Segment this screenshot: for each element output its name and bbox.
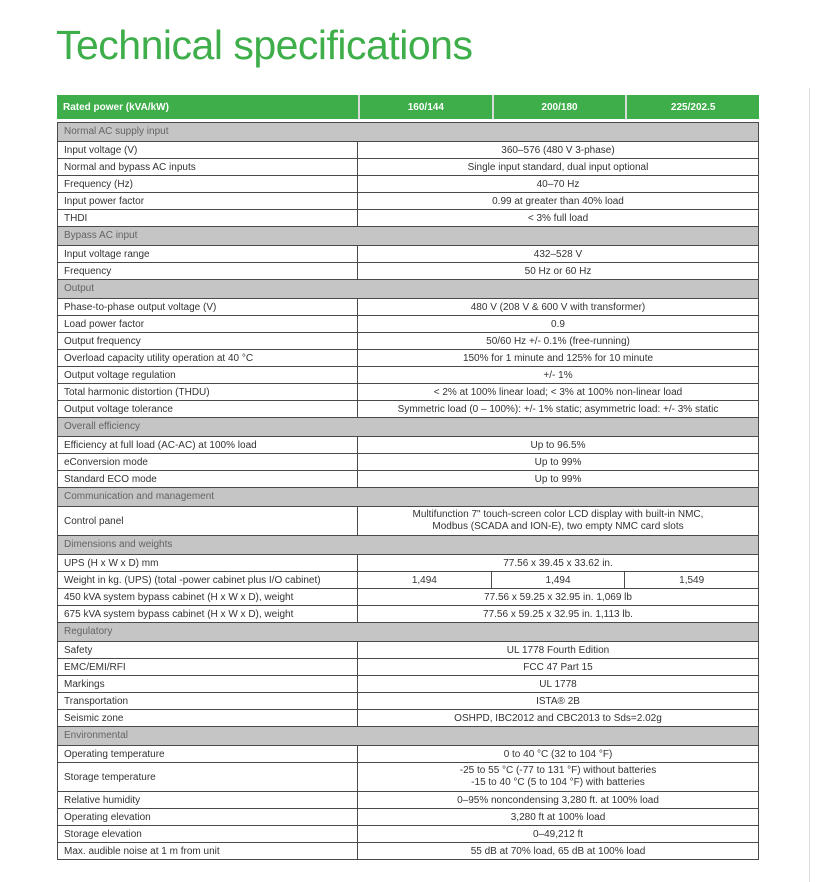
spec-value: 0 to 40 °C (32 to 104 °F) xyxy=(503,748,613,760)
spec-value: 360–576 (480 V 3-phase) xyxy=(501,144,615,156)
spec-row xyxy=(58,262,758,279)
spec-value xyxy=(358,763,758,791)
spec-row xyxy=(58,571,758,588)
section-header: Environmental xyxy=(58,726,758,745)
spec-value: 0.9 xyxy=(551,318,565,330)
spec-value: ISTA® 2B xyxy=(536,695,580,707)
spec-value: Symmetric load (0 – 100%): +/- 1% static; asymmetric load: +/- 3% static xyxy=(397,403,719,415)
spec-value: Single input standard, dual input optional xyxy=(467,161,649,173)
spec-label: EMC/EMI/RFI xyxy=(58,659,358,675)
spec-label: Output voltage tolerance xyxy=(58,401,358,417)
spec-value-col: 1,494 xyxy=(411,574,437,586)
spec-value: UL 1778 Fourth Edition xyxy=(506,644,610,656)
spec-label: Operating temperature xyxy=(58,746,358,762)
spec-row xyxy=(58,332,758,349)
rated-power-header-cell: Rated power (kVA/kW) xyxy=(63,101,169,113)
spec-label: eConversion mode xyxy=(58,454,358,470)
spec-label: Overload capacity utility operation at 40 °C xyxy=(58,350,358,366)
spec-label: Markings xyxy=(58,676,358,692)
spec-label: 675 kVA system bypass cabinet (H x W x D), weight xyxy=(58,606,358,622)
page-title: Technical specifications xyxy=(56,22,473,68)
spec-label: Storage temperature xyxy=(58,763,358,791)
section-header: Bypass AC input xyxy=(58,226,758,245)
spec-label: Input voltage range xyxy=(58,246,358,262)
spec-value: 150% for 1 minute and 125% for 10 minute xyxy=(462,352,654,364)
spec-value-line: -25 to 55 °C (-77 to 131 °F) without batteries xyxy=(459,765,657,776)
spec-value: 0–95% noncondensing 3,280 ft. at 100% load xyxy=(457,794,659,806)
section-header: Regulatory xyxy=(58,622,758,641)
spec-row xyxy=(58,791,758,808)
spec-value: 40–70 Hz xyxy=(536,178,580,190)
spec-value: < 3% full load xyxy=(527,212,589,224)
table-header-row xyxy=(57,95,759,119)
spec-row xyxy=(58,808,758,825)
spec-row xyxy=(58,605,758,622)
spec-label: Load power factor xyxy=(58,316,358,332)
spec-row xyxy=(58,383,758,400)
spec-row xyxy=(58,506,758,535)
spec-row xyxy=(58,209,758,226)
spec-label: Normal and bypass AC inputs xyxy=(58,159,358,175)
spec-row xyxy=(58,470,758,487)
spec-value: FCC 47 Part 15 xyxy=(523,661,593,673)
spec-row xyxy=(58,175,758,192)
spec-value: 3,280 ft at 100% load xyxy=(510,811,606,823)
spec-label: Input power factor xyxy=(58,193,358,209)
spec-row xyxy=(58,692,758,709)
spec-value: 50/60 Hz +/- 0.1% (free-running) xyxy=(486,335,630,347)
spec-label: THDI xyxy=(58,210,358,226)
spec-label: Weight in kg. (UPS) (total -power cabinet plus I/O cabinet) xyxy=(58,572,358,588)
spec-row xyxy=(58,298,758,315)
spec-row xyxy=(58,842,758,859)
spec-row xyxy=(58,825,758,842)
spec-value: +/- 1% xyxy=(543,369,573,381)
power-rating-column-header: 160/144 xyxy=(358,95,492,119)
section-header: Normal AC supply input xyxy=(58,123,758,141)
spec-value: 50 Hz or 60 Hz xyxy=(524,265,592,277)
spec-value: 55 dB at 70% load, 65 dB at 100% load xyxy=(470,845,646,857)
spec-value: 0–49,212 ft xyxy=(532,828,584,840)
section-header: Dimensions and weights xyxy=(58,535,758,554)
spec-row xyxy=(58,588,758,605)
spec-value-col: 1,494 xyxy=(491,572,625,588)
spec-label: UPS (H x W x D) mm xyxy=(58,555,358,571)
power-rating-column-header: 225/202.5 xyxy=(625,95,759,119)
page-edge-line xyxy=(809,88,810,882)
spec-label: Transportation xyxy=(58,693,358,709)
spec-value: 77.56 x 59.25 x 32.95 in. 1,113 lb. xyxy=(483,608,633,620)
spec-value: OSHPD, IBC2012 and CBC2013 to Sds=2.02g xyxy=(454,712,662,724)
spec-label: Seismic zone xyxy=(58,710,358,726)
spec-value: UL 1778 xyxy=(539,678,577,690)
spec-label: Control panel xyxy=(58,507,358,535)
spec-value: Up to 99% xyxy=(534,473,582,485)
spec-label: 450 kVA system bypass cabinet (H x W x D), weight xyxy=(58,589,358,605)
spec-row xyxy=(58,675,758,692)
power-rating-column-header: 200/180 xyxy=(492,95,626,119)
spec-value xyxy=(358,507,758,535)
spec-row xyxy=(58,709,758,726)
spec-label: Frequency (Hz) xyxy=(58,176,358,192)
spec-label: Max. audible noise at 1 m from unit xyxy=(58,843,358,859)
spec-row xyxy=(58,315,758,332)
spec-value: Up to 96.5% xyxy=(530,439,586,451)
spec-table-body xyxy=(57,122,759,860)
spec-value-line: Multifunction 7" touch-screen color LCD display with built-in NMC, xyxy=(412,509,704,520)
spec-label: Phase-to-phase output voltage (V) xyxy=(58,299,358,315)
spec-label: Output frequency xyxy=(58,333,358,349)
spec-row xyxy=(58,245,758,262)
spec-value: 77.56 x 59.25 x 32.95 in. 1,069 lb xyxy=(484,591,632,603)
spec-label: Input voltage (V) xyxy=(58,142,358,158)
spec-label: Frequency xyxy=(58,263,358,279)
spec-value: 77.56 x 39.45 x 33.62 in. xyxy=(503,557,613,569)
spec-row xyxy=(58,554,758,571)
spec-value: Up to 99% xyxy=(534,456,582,468)
spec-value-col: 1,549 xyxy=(624,572,758,588)
section-header: Output xyxy=(58,279,758,298)
spec-row xyxy=(58,453,758,470)
spec-label: Storage elevation xyxy=(58,826,358,842)
spec-table xyxy=(57,95,759,860)
spec-label: Efficiency at full load (AC-AC) at 100% load xyxy=(58,437,358,453)
spec-row xyxy=(58,400,758,417)
spec-row xyxy=(58,366,758,383)
spec-row xyxy=(58,641,758,658)
spec-value: 0.99 at greater than 40% load xyxy=(492,195,624,207)
spec-value: 480 V (208 V & 600 V with transformer) xyxy=(470,301,646,313)
spec-label: Operating elevation xyxy=(58,809,358,825)
spec-value-line: -15 to 40 °C (5 to 104 °F) with batteries xyxy=(471,777,645,788)
spec-value: 432–528 V xyxy=(533,248,583,260)
spec-value-line: Modbus (SCADA and ION-E), two empty NMC card slots xyxy=(432,521,684,532)
spec-row xyxy=(58,436,758,453)
spec-label: Relative humidity xyxy=(58,792,358,808)
spec-row xyxy=(58,349,758,366)
spec-label: Total harmonic distortion (THDU) xyxy=(58,384,358,400)
spec-row xyxy=(58,192,758,209)
spec-row xyxy=(58,141,758,158)
section-header: Overall efficiency xyxy=(58,417,758,436)
spec-label: Standard ECO mode xyxy=(58,471,358,487)
spec-row xyxy=(58,158,758,175)
section-header: Communication and management xyxy=(58,487,758,506)
spec-label: Output voltage regulation xyxy=(58,367,358,383)
spec-label: Safety xyxy=(58,642,358,658)
spec-row xyxy=(58,658,758,675)
spec-row xyxy=(58,762,758,791)
spec-row xyxy=(58,745,758,762)
spec-value: < 2% at 100% linear load; < 3% at 100% non-linear load xyxy=(433,386,683,398)
